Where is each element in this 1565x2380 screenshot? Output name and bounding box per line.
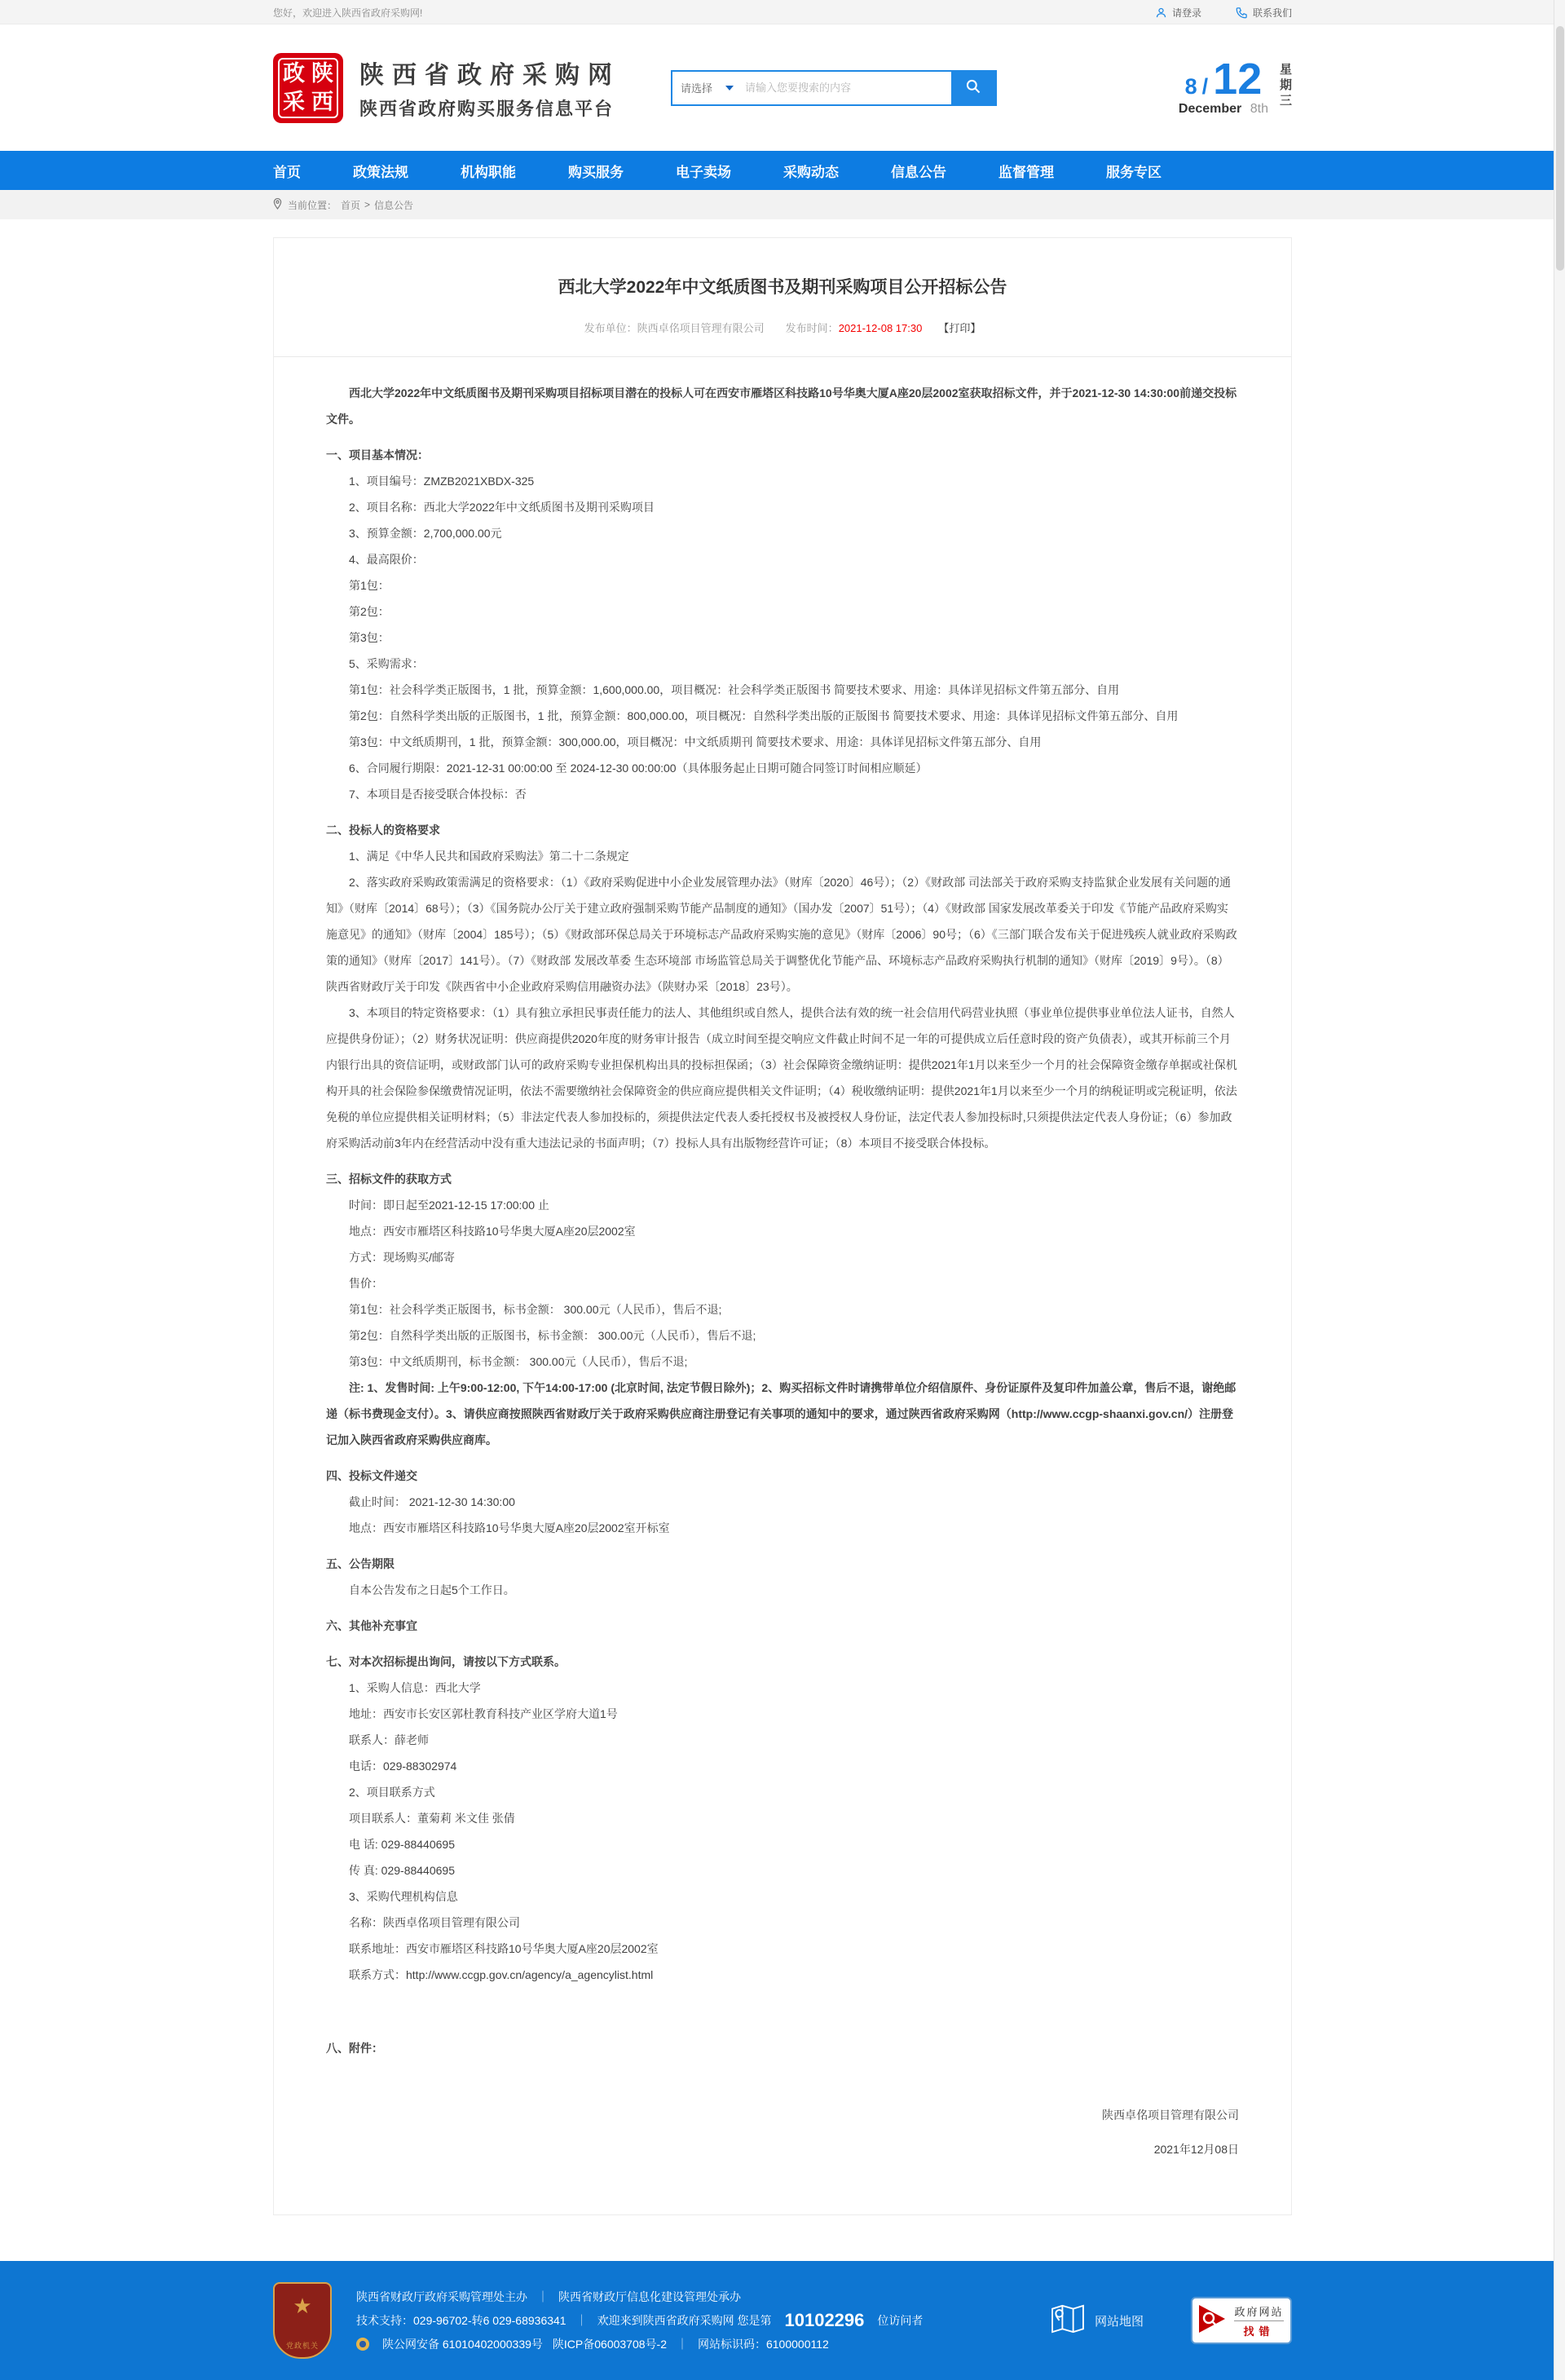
article-paragraph: 3、采购代理机构信息 [349,1890,458,1903]
nav-item[interactable]: 电子卖场 [676,164,731,180]
nav-item[interactable]: 购买服务 [568,164,624,180]
search-category-select[interactable] [672,80,743,95]
article-card [273,237,1292,2215]
contact-label: 联系我们 [1252,7,1292,19]
article-paragraph: 名称：陕西卓佲项目管理有限公司 [349,1916,520,1929]
article-body [326,380,1239,2162]
article-paragraph: 电话：029-88302974 [349,1760,457,1773]
nav-item[interactable]: 服务专区 [1106,164,1162,180]
site-footer: ★ 党政机关 陕西省财政厅政府采购管理处主办 ｜ 陕西省财政厅信息化建设管理处承办 技术支持：029-96702-转6 029-68936341 ｜ 欢迎来到陕西省政府采购网 您是第 10102296 位访问者 陕公网安备 61010402000339号 陕ICP备06003708号-2 ｜ 网站标识码：6100000112 网站地图 政府网站 找错 [0,2261,1565,2380]
footer-site-code: 网站标识码：6100000112 [697,2338,829,2351]
weekday-char: 三 [1279,93,1292,108]
date-month: 12 [1213,54,1263,104]
error-report-logo-icon [1198,2304,1228,2338]
date-day: 8 [1184,73,1197,99]
publisher-label: 发布单位： [584,322,637,334]
article-paragraph: 5、采购需求： [349,657,424,670]
article-paragraph: 1、采购人信息：西北大学 [349,1681,481,1694]
date-day-ordinal: 8th [1250,102,1268,117]
article-paragraph: 三、招标文件的获取方式 [326,1172,452,1186]
footer-tech-support: 技术支持：029-96702-转6 029-68936341 [356,2314,566,2327]
article-meta [326,320,1239,335]
phone-icon [1236,7,1248,19]
article-paragraph: 联系人：薛老师 [349,1733,429,1746]
print-button[interactable]: 【打印】 [938,322,981,334]
police-badge-icon [356,2338,369,2351]
contact-link[interactable] [1236,6,1292,20]
chevron-down-icon [725,86,734,91]
scrollbar-thumb[interactable] [1556,26,1564,271]
article-paragraph: 第2包：自然科学类出版的正版图书，标书金额： 300.00元（人民币），售后不退; [349,1329,756,1342]
site-subtitle: 陕西省政府购买服务信息平台 [359,99,615,119]
breadcrumb-prefix: 当前位置： [288,199,337,211]
article-paragraph: 第2包：自然科学类出版的正版图书，1 批，预算金额：800,000.00，项目概况：自然科学类出版的正版图书 简要技术要求、用途：具体详见招标文件第五部分、自用 [349,709,1179,722]
breadcrumb-current[interactable]: 信息公告 [374,199,414,211]
user-icon [1155,7,1167,19]
article-paragraph: 第3包：中文纸质期刊，1 批，预算金额：300,000.00，项目概况：中文纸质期刊 简要技术要求、用途：具体详见招标文件第五部分、自用 [349,735,1042,748]
article-paragraph: 第2包： [349,605,390,618]
article-paragraph: 七、对本次招标提出询问，请按以下方式联系。 [326,1655,566,1668]
article-paragraph: 2021年12月08日 [1153,2143,1239,2156]
search-icon [965,78,981,97]
location-pin-icon [273,198,284,212]
scrollbar[interactable] [1554,0,1565,2380]
sitemap-link[interactable] [1051,2304,1144,2337]
article-paragraph: 方式：现场购买/邮寄 [349,1251,455,1264]
article-paragraph: 第1包：社会科学类正版图书，1 批，预算金额：1,600,000.00，项目概况：社会科学类正版图书 简要技术要求、用途：具体详见招标文件第五部分、自用 [349,683,1120,696]
article-paragraph: 3、预算金额：2,700,000.00元 [349,527,502,540]
footer-visitor-text: 欢迎来到陕西省政府采购网 您是第 [597,2314,772,2327]
date-weekday [1280,62,1292,108]
sitemap-icon [1051,2304,1085,2337]
welcome-text: 您好，欢迎进入陕西省政府采购网! [273,7,423,19]
site-logo[interactable] [273,53,343,123]
article-paragraph: 六、其他补充事宜 [326,1619,417,1632]
article-paragraph: 第1包： [349,579,390,592]
error-report-action: 找错 [1243,2325,1275,2338]
nav-item[interactable]: 监督管理 [999,164,1054,180]
article-paragraph: 电 话: 029-88440695 [349,1838,455,1851]
article-paragraph: 八、附件： [326,2042,383,2055]
article-paragraph: 项目联系人：董菊莉 米文佳 张倩 [349,1812,515,1825]
weekday-char: 星 [1279,62,1292,77]
footer-icp-record[interactable]: 陕ICP备06003708号-2 [552,2338,667,2351]
nav-item[interactable]: 信息公告 [891,164,946,180]
nav-item[interactable]: 机构职能 [461,164,516,180]
site-name: 陕西省政府采购网 [359,62,620,89]
article-paragraph: 6、合同履行期限：2021-12-31 00:00:00 至 2024-12-30 00:00:00（具体服务起止日期可随合同签订时间相应顺延） [349,762,928,775]
article-paragraph: 四、投标文件递交 [326,1469,417,1482]
login-link[interactable] [1155,6,1201,20]
article-paragraph: 1、项目编号：ZMZB2021XBDX-325 [349,475,535,488]
article-paragraph: 联系地址：西安市雁塔区科技路10号华奥大厦A座20层2002室 [349,1942,659,1955]
search-category-label: 请选择 [681,82,713,95]
date-month-name: December [1178,102,1242,117]
nav-item[interactable]: 采购动态 [783,164,839,180]
article-paragraph: 地址：西安市长安区郭杜教育科技产业区学府大道1号 [349,1707,618,1720]
sitemap-label: 网站地图 [1094,2314,1144,2329]
article-paragraph: 传 真: 029-88440695 [349,1864,455,1877]
article-paragraph: 截止时间： 2021-12-30 14:30:00 [349,1495,515,1508]
nav-item[interactable]: 首页 [273,164,301,180]
website-error-report-badge[interactable] [1191,2297,1292,2344]
article-paragraph: 2、项目名称：西北大学2022年中文纸质图书及期刊采购项目 [349,501,655,514]
government-shield-icon: ★ 党政机关 [273,2282,332,2359]
article-paragraph: 3、本项目的特定资格要求：（1）具有独立承担民事责任能力的法人、其他组织或自然人，提供合法有效的统一社会信用代码营业执照（事业单位提供事业单位法人证书，自然人应提供身份证）；（2）财务状况证明：供应商提供2020年度的财务审计报告（成立时间至提交响应文件截止时间不足一年的可提供成立后任意时段的资产负债表），或其开标前三个月内银行出具的资信证明，或财政部门认可的政府采购专业担保机构出具的投标担保函；（3）社会保障资金缴纳证明：提供2021年1月以来至少一个月的社会保障资金缴存单据或社保机构开具的社会保险参保缴费情况证明，依法不需要缴纳社会保障资金的供应商应提供相关文件证明；（4）税收缴纳证明：提供2021年1月以来至少一个月的纳税证明或完税证明，依法免税的单位应提供相关证明材料；（5）非法定代表人参加投标的，须提供法定代表人委托授权书及被授权人身份证，法定代表人参加投标时,只须提供法定代表人身份证；（6）参加政府采购活动前3年内在经营活动中没有重大违法记录的书面声明；（7）投标人具有出版物经营许可证；（8）本项目不接受联合体投标。 [326,1006,1237,1150]
meta-divider [274,356,1291,357]
publisher-value: 陕西卓佲项目管理有限公司 [637,322,765,334]
logo-seal-char: 政 [283,60,305,86]
article-paragraph: 五、公告期限 [326,1557,395,1570]
logo-seal-char: 陕 [311,60,333,86]
publish-time-label: 发布时间： [785,322,839,334]
search-button[interactable] [951,72,995,104]
page-title: 西北大学2022年中文纸质图书及期刊采购项目公开招标公告 [558,278,1007,297]
date-slash: / [1201,73,1209,99]
error-report-title: 政府网站 [1234,2303,1283,2321]
nav-item[interactable]: 政策法规 [353,164,408,180]
footer-co-organizer: 陕西省财政厅信息化建设管理处承办 [558,2290,741,2303]
logo-seal-char: 采 [283,89,305,114]
article-paragraph: 联系方式：http://www.ccgp.gov.cn/agency/a_agencylist.html [349,1968,654,1981]
article-paragraph: 第3包：中文纸质期刊，标书金额： 300.00元（人民币），售后不退; [349,1355,688,1368]
publish-time-value: 2021-12-08 17:30 [838,322,923,334]
article-paragraph: 售价： [349,1277,383,1290]
footer-police-record[interactable]: 陕公网安备 61010402000339号 [382,2338,543,2351]
main-nav [0,151,1565,190]
login-label: 请登录 [1171,7,1201,19]
footer-organizer: 陕西省财政厅政府采购管理处主办 [356,2290,527,2303]
article-paragraph: 2、落实政府采购政策需满足的资格要求：（1）《政府采购促进中小企业发展管理办法》（财库〔2020〕46号）；（2）《财政部 司法部关于政府采购支持监狱企业发展有关问题的通知》（财库〔2014〕68号）；（3）《国务院办公厅关于建立政府强制采购节能产品制度的通知》（国办发〔2007〕51号）；（4）《财政部 国家发展改革委关于印发《节能产品政府采购实施意见》的通知》（财库〔2004〕185号）；（5）《财政部环保总局关于环境标志产品政府采购实施的意见》（财库〔2006〕90号；（6）《三部门联合发布关于促进残疾人就业政府采购政策的通知》（财库〔2017〕141号）。（7）《财政部 发展改革委 生态环境部 市场监管总局关于调整优化节能产品、环境标志产品政府采购执行机制的通知》（财库〔2019〕9号）。（8）陕西省财政厅关于印发《陕西省中小企业政府采购信用融资办法》（陕财办采〔2018〕23号）。 [326,876,1237,993]
search-input[interactable] [743,81,951,95]
search-box [671,70,997,106]
breadcrumb-home[interactable]: 首页 [341,199,361,211]
article-paragraph: 1、满足《中华人民共和国政府采购法》第二十二条规定 [349,850,629,863]
article-paragraph: 4、最高限价： [349,553,424,566]
article-paragraph: 7、本项目是否接受联合体投标：否 [349,788,527,801]
article-paragraph: 注: 1、发售时间: 上午9:00-12:00, 下午14:00-17:00 (北京时间, 法定节假日除外)；2、购买招标文件时请携带单位介绍信原件、身份证原件及复印件加盖公章，售后不退，谢绝邮递（标书费现金支付）。3、请供应商按照陕西省财政厅关于政府采购供应商注册登记有关事项的通知中的要求，通过陕西省政府采购网（http://www.ccgp-shaanxi.gov.cn/）注册登记加入陕西省政府采购供应商库。 [326,1381,1237,1446]
weekday-char: 期 [1279,77,1292,92]
visitor-count: 10102296 [784,2310,865,2330]
top-bar [0,0,1565,24]
breadcrumb [0,190,1565,219]
article-paragraph: 自本公告发布之日起5个工作日。 [349,1583,515,1596]
article-paragraph: 西北大学2022年中文纸质图书及期刊采购项目招标项目潜在的投标人可在西安市雁塔区科技路10号华奥大厦A座20层2002室获取招标文件，并于2021-12-30 14:30:00前递交投标文件。 [326,386,1237,426]
logo-seal-char: 西 [311,89,333,114]
article-paragraph: 时间：即日起至2021-12-15 17:00:00 止 [349,1199,549,1212]
article-paragraph: 陕西卓佲项目管理有限公司 [1102,2108,1239,2122]
article-paragraph: 一、项目基本情况： [326,448,429,461]
article-paragraph: 2、项目联系方式 [349,1786,435,1799]
article-paragraph: 第3包： [349,631,390,644]
article-paragraph: 第1包：社会科学类正版图书，标书金额： 300.00元（人民币），售后不退; [349,1303,722,1316]
shield-label: 党政机关 [285,2342,319,2350]
article-paragraph: 二、投标人的资格要求 [326,824,440,837]
article-paragraph: 地点：西安市雁塔区科技路10号华奥大厦A座20层2002室 [349,1225,636,1238]
article-paragraph: 地点：西安市雁塔区科技路10号华奥大厦A座20层2002室开标室 [349,1521,670,1534]
date-widget [1178,54,1292,117]
main-content [0,219,1565,2261]
breadcrumb-separator: > [364,199,371,210]
footer-visitor-suffix: 位访问者 [877,2314,924,2327]
site-header [0,24,1565,151]
